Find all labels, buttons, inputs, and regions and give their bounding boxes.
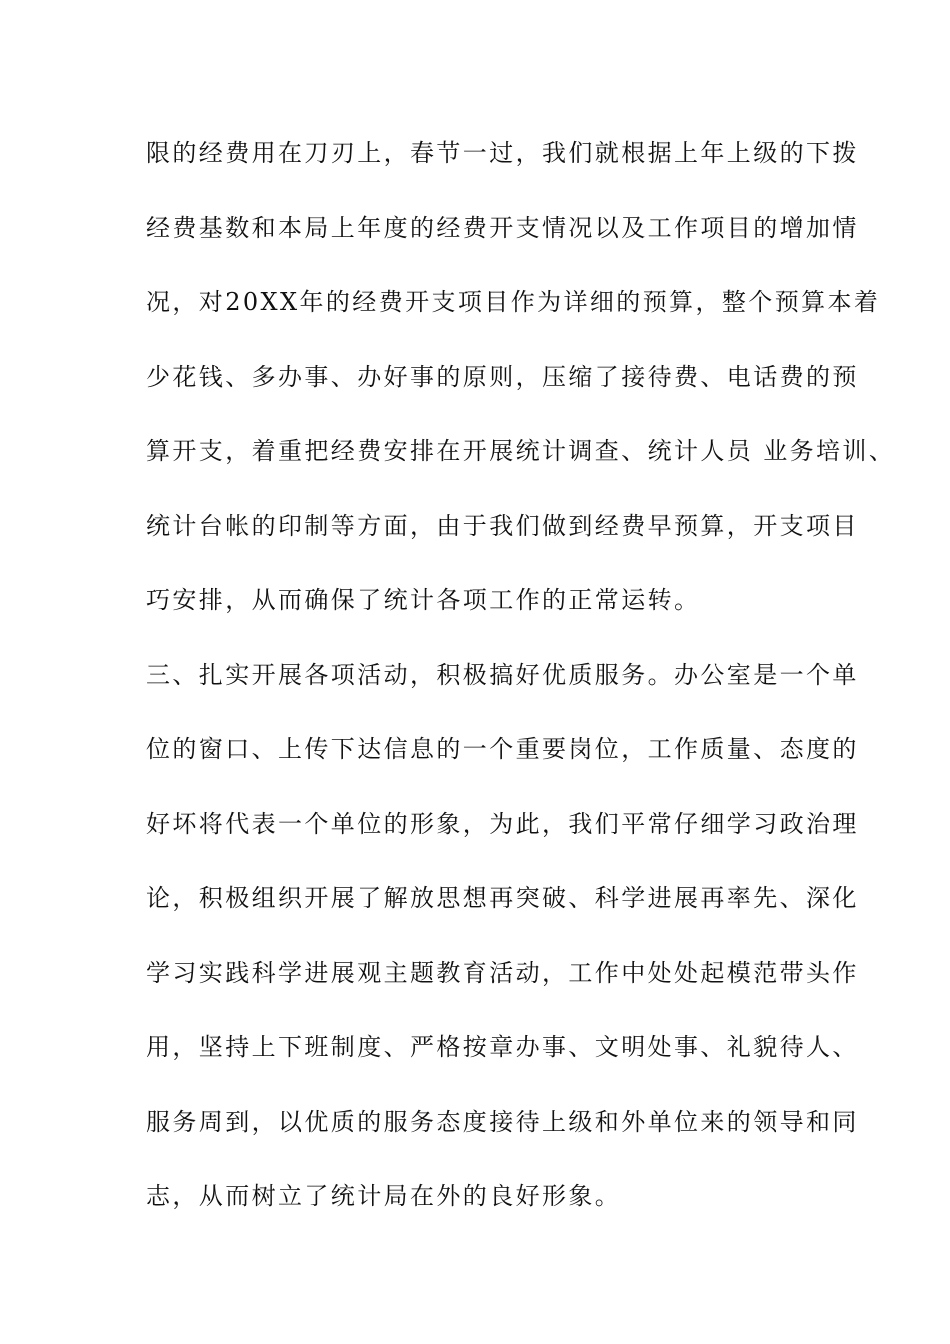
body-text — [146, 128, 896, 1246]
section-heading-line: 三、扎实开展各项活动，积极搞好优质服务。办公室是一个单 — [146, 660, 859, 689]
text-line: 学习实践科学进展观主题教育活动，工作中处处起模范带头作 — [146, 958, 859, 987]
text-line: 位的窗口、上传下达信息的一个重要岗位，工作质量、态度的 — [146, 735, 859, 763]
text-line: 论，积极组织开展了解放思想再突破、科学进展再率先、深化 — [146, 884, 859, 912]
text-line: 统计台帐的印制等方面，由于我们做到经费早预算，开支项目 — [146, 511, 859, 540]
text-line: 好坏将代表一个单位的形象，为此，我们平常仔细学习政治理 — [146, 809, 859, 838]
text-line: 少花钱、多办事、办好事的原则，压缩了接待费、电话费的预 — [146, 362, 859, 391]
text-line: 服务周到，以优质的服务态度接待上级和外单位来的领导和同 — [146, 1107, 859, 1136]
text-line: 限的经费用在刀刃上，春节一过，我们就根据上年上级的下拨 — [146, 139, 859, 167]
text-line: 况，对20XX年的经费开支项目作为详细的预算，整个预算本着 — [146, 288, 881, 316]
text-line: 巧安排，从而确保了统计各项工作的正常运转。 — [146, 586, 701, 614]
text-line: 志，从而树立了统计局在外的良好形象。 — [146, 1182, 622, 1210]
text-line: 用，坚持上下班制度、严格按章办事、文明处事、礼貌待人、 — [146, 1033, 859, 1061]
text-line: 算开支，着重把经费安排在开展统计调查、统计人员 业务培训、 — [146, 437, 896, 465]
text-line: 经费基数和本局上年度的经费开支情况以及工作项目的增加情 — [146, 213, 859, 242]
